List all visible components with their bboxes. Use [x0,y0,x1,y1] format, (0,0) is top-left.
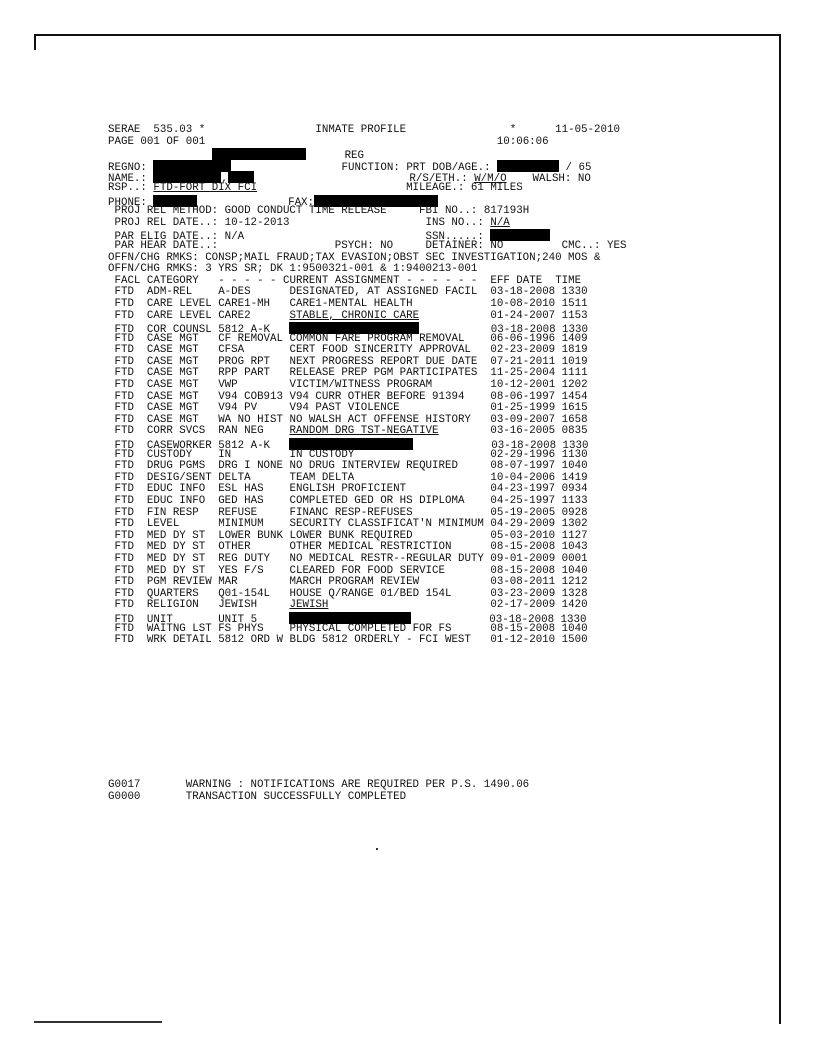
row-assignment: FINANC RESP-REFUSES [289,506,413,519]
row-category: QUARTERS [146,587,199,600]
row-code: CFSA [218,344,245,357]
row-facl: FTD [114,483,134,496]
row-assignment: LOWER BUNK REQUIRED [289,529,413,542]
footer-line-2 [108,792,529,804]
redaction [153,160,231,172]
row-category: CASE MGT [146,402,199,415]
program-code: SERAE [108,124,141,136]
row-eff-date: 03-09-2007 [490,413,556,426]
row-code: FS PHYS [218,622,264,635]
header-line-4 [108,160,626,172]
row-time: 1500 [561,634,588,647]
row-assignment: IN CUSTODY [289,448,355,461]
row-category: CARE LEVEL [146,297,212,310]
col-eff-date: EFF DATE [490,274,543,287]
row-eff-date: 02-17-2009 [490,599,556,612]
row-assignment: HOUSE Q/RANGE 01/BED 154L [289,587,452,600]
row-code: DRG I NONE [218,460,283,473]
row-eff-date: 07-21-2011 [490,355,556,368]
message-text: WARNING : NOTIFICATIONS ARE REQUIRED PER P.S. 1490.06 [185,779,530,791]
row-eff-date: 08-07-1997 [490,460,556,473]
row-facl: FTD [114,634,134,647]
row-category: COR COUNSL [146,324,212,337]
message-footer [108,780,529,803]
fbi-value: 817193H [483,205,530,218]
row-assignment: V94 CURR OTHER BEFORE 91394 [289,390,465,403]
row-eff-date: 03-16-2005 [490,425,556,438]
fax-label: FAX: [288,196,315,209]
row-category: CORR SVCS [146,425,206,438]
phone-label: PHONE: [108,196,147,209]
row-code: 5812 A-K [218,324,271,337]
row-assignment: RELEASE PREP PGM PARTICIPATES [289,367,478,380]
row-eff-date: 01-12-2010 [490,634,556,647]
row-eff-date: 08-15-2008 [490,622,556,635]
table-row [108,600,626,612]
header-line-2 [108,137,626,149]
bottom-rule [34,1021,162,1023]
row-eff-date: 01-24-2007 [490,309,556,322]
rsp-value: FTD-FORT DIX FCI [153,181,258,194]
header-star: * [509,124,517,136]
row-code: CARE1-MH [218,297,271,310]
row-assignment: RANDOM DRG TST-NEGATIVE [289,425,439,438]
row-facl: FTD [114,355,134,368]
row-eff-date: 03-23-2009 [490,587,556,600]
proj-rel-method: PROJ REL METHOD: GOOD CONDUCT TIME RELEASE [114,205,387,218]
row-code: REFUSE [218,506,258,519]
row-facl: FTD [114,576,134,589]
row-assignment: MARCH PROGRAM REVIEW [289,576,420,589]
row-category: PGM REVIEW [146,576,212,589]
row-assignment: PHYSICAL COMPLETED FOR FS [289,622,452,635]
row-assignment: NO MEDICAL RESTR--REGULAR DUTY [289,552,484,565]
ins-label: INS NO..: [425,216,484,229]
offn-remarks-2: OFFN/CHG RMKS: 3 YRS SR; DK 1:9500321-001 & 1:9400213-001 [108,263,478,276]
row-assignment: NEXT PROGRESS REPORT DUE DATE [289,355,478,368]
row-eff-date: 08-15-2008 [490,541,556,554]
col-dash-right: - - - - - - [406,274,478,287]
row-facl: FTD [114,529,134,542]
row-time: 1328 [561,587,588,600]
row-category: ADM-REL [146,286,193,299]
row-facl: FTD [114,613,134,626]
page-indicator: PAGE 001 OF 001 [108,135,206,148]
row-code: 5812 ORD W [218,634,283,647]
row-assignment: CERT FOOD SINCERITY APPROVAL [289,344,471,357]
row-code: 5812 A-K [218,440,271,453]
row-code: MAR [218,576,238,589]
profile-title: INMATE PROFILE [315,124,407,136]
table-row [108,635,626,647]
col-assignment: CURRENT ASSIGNMENT [283,274,400,287]
row-category: CASE MGT [146,332,199,345]
col-facl: FACL [114,274,141,287]
row-time: 1330 [562,440,589,453]
par-hear-date: PAR HEAR DATE..: [114,239,219,252]
row-eff-date: 03-18-2008 [491,440,557,453]
row-assignment: V94 PAST VIOLENCE [289,402,400,415]
row-eff-date: 11-25-2004 [490,367,556,380]
row-facl: FTD [114,552,134,565]
row-facl: FTD [114,518,134,531]
row-category: DESIG/SENT [146,471,212,484]
row-facl: FTD [114,460,134,473]
row-category: MED DY ST [146,552,206,565]
row-time: 1330 [562,324,588,337]
row-time: 0928 [561,506,588,519]
message-code: G0000 [108,790,141,803]
row-time: 1202 [561,379,588,392]
row-time: 1130 [561,448,588,461]
row-facl: FTD [114,564,134,577]
row-eff-date: 10-04-2006 [490,471,556,484]
fbi-label: FBI NO..: [419,205,478,218]
stray-dot [376,848,378,850]
row-eff-date: 08-06-1997 [490,390,556,403]
message-code: G0017 [108,779,141,791]
row-category: EDUC INFO [146,495,206,507]
age-value: / 65 [565,161,592,174]
row-facl: FTD [114,587,134,600]
message-text: TRANSACTION SUCCESSFULLY COMPLETED [185,790,407,803]
row-time: 1040 [561,460,588,473]
row-code: OTHER [218,541,251,554]
row-category: DRUG PGMS [146,460,206,473]
row-facl: FTD [114,367,134,380]
row-facl: FTD [114,332,134,345]
row-facl: FTD [114,495,134,507]
row-facl: FTD [114,324,134,337]
regno-label: REGNO: [108,161,147,174]
row-assignment: JEWISH [289,599,329,612]
row-time: 1019 [561,355,588,368]
offn-remarks-1: OFFN/CHG RMKS: CONSP;MAIL FRAUD;TAX EVASION;OBST SEC INVESTIGATION;240 MOS & [108,251,601,264]
row-category: MED DY ST [146,529,206,542]
row-time: 0835 [561,425,588,438]
row-time: 1133 [561,495,588,507]
row-code: DELTA [218,471,251,484]
proj-rel-date: PROJ REL DATE..: 10-12-2013 [114,216,290,229]
row-eff-date: 10-08-2010 [490,297,556,310]
page-border-top [34,34,780,36]
row-code: GED HAS [218,495,264,507]
name-comma: , [221,173,228,186]
row-eff-date: 02-29-1996 [490,448,556,461]
row-code: UNIT 5 [218,613,258,626]
col-dash-left: - - - - - [218,274,277,287]
row-time: 1454 [561,390,588,403]
row-category: WAITNG LST [146,622,212,635]
row-assignment: NO DRUG INTERVIEW REQUIRED [289,460,458,473]
rsp-label: RSP..: [108,181,147,194]
redaction [497,160,559,172]
header-line-6 [108,183,626,195]
row-category: CUSTODY [146,448,193,461]
row-code: YES F/S [218,564,264,577]
row-assignment: CLEARED FOR FOOD SERVICE [289,564,445,577]
row-category: CASEWORKER [146,440,212,453]
row-eff-date: 02-23-2009 [490,344,556,357]
row-facl: FTD [114,297,134,310]
page-border-left [34,34,36,50]
row-code: MINIMUM [218,518,264,531]
ssn-label: SSN.....: [425,231,484,244]
row-time: 1111 [561,367,588,380]
row-category: CARE LEVEL [146,309,212,322]
row-eff-date: 09-01-2009 [490,552,556,565]
row-facl: FTD [114,471,134,484]
row-assignment: COMMON FARE PROGRAM REMOVAL [289,332,465,345]
row-category: FIN RESP [146,506,199,519]
col-category: CATEGORY [146,274,199,287]
cmc-value: CMC..: YES [561,239,627,252]
row-time: 1658 [561,413,588,426]
row-code: VWP [218,379,238,392]
row-category: LEVEL [146,518,180,531]
row-eff-date: 03-18-2008 [490,324,556,337]
row-eff-date: 05-19-2005 [490,506,556,519]
table-row [108,311,626,323]
row-assignment: SECURITY CLASSIFICAT'N MINIMUM [289,518,484,531]
row-eff-date: 06-06-1996 [490,332,556,345]
row-eff-date: 03-18-2008 [489,613,555,626]
row-eff-date: 03-18-2008 [490,286,556,299]
row-time: 1615 [561,402,588,415]
row-code: V94 PV [218,402,258,415]
row-code: IN [218,448,232,461]
row-facl: FTD [114,379,134,392]
row-category: CASE MGT [146,355,199,368]
row-code: CF REMOVAL [218,332,283,345]
row-time: 1819 [561,344,588,357]
row-time: 1511 [561,297,588,310]
row-assignment: VICTIM/WITNESS PROGRAM [289,379,433,392]
row-category: MED DY ST [146,564,206,577]
ins-value: N/A [490,216,510,229]
row-time: 1419 [561,471,588,484]
mileage-value: 61 MILES [470,181,523,194]
row-time: 1330 [560,613,587,626]
row-time: 1330 [561,286,588,299]
page-border-right [779,34,781,1024]
row-facl: FTD [114,402,134,415]
row-facl: FTD [114,599,134,612]
mileage-label: MILEAGE.: [406,181,465,194]
row-category: UNIT [146,613,173,626]
function-label: FUNCTION: PRT [341,161,426,174]
row-assignment: CARE1-MENTAL HEALTH [289,297,413,310]
row-category: MED DY ST [146,541,206,554]
report-time: 10:06:06 [496,135,549,148]
row-facl: FTD [114,541,134,554]
assignment-table [108,287,626,646]
row-code: PROG RPT [218,355,271,368]
row-code: JEWISH [218,599,258,612]
row-time: 1212 [561,576,588,589]
rseth-value: W/M/O [474,173,507,186]
row-time: 1127 [561,529,588,542]
psych-value: PSYCH: NO [334,239,394,252]
row-eff-date: 08-15-2008 [490,564,556,577]
reg-label: REG [344,150,365,163]
rseth-label: R/S/ETH.: [409,173,468,186]
row-time: 1040 [561,622,588,635]
name-label: NAME.: [108,173,147,186]
row-eff-date: 04-23-1997 [490,483,556,496]
row-category: RELIGION [146,599,199,612]
row-category: CASE MGT [146,344,199,357]
row-eff-date: 04-25-1997 [490,495,556,507]
redaction [212,148,306,160]
row-eff-date: 04-29-2009 [490,518,556,531]
row-facl: FTD [114,622,134,635]
report-date: 11-05-2010 [555,124,620,136]
row-assignment: STABLE, CHRONIC CARE [289,309,420,322]
row-category: CASE MGT [146,379,199,392]
row-eff-date: 05-03-2010 [490,529,556,542]
row-code: ESL HAS [218,483,264,496]
row-time: 1043 [561,541,588,554]
row-code: CARE2 [218,309,251,322]
row-code: A-DES [218,286,251,299]
row-code: RPP PART [218,367,271,380]
row-assignment: ENGLISH PROFICIENT [289,483,407,496]
row-category: CASE MGT [146,413,199,426]
row-facl: FTD [114,506,134,519]
row-assignment: COMPLETED GED OR HS DIPLOMA [289,495,465,507]
row-facl: FTD [114,286,134,299]
row-category: WRK DETAIL [146,634,212,647]
row-facl: FTD [114,309,134,322]
row-eff-date: 10-12-2001 [490,379,556,392]
row-time: 1420 [561,599,588,612]
inmate-profile-screen [108,125,626,647]
row-facl: FTD [114,425,134,438]
row-code: V94 COB913 [218,390,283,403]
row-code: RAN NEG [218,425,264,438]
row-facl: FTD [114,390,134,403]
row-time: 1153 [561,309,588,322]
row-time: 1040 [561,564,588,577]
row-assignment: OTHER MEDICAL RESTRICTION [289,541,452,554]
row-category: CASE MGT [146,367,199,380]
row-time: 1409 [561,332,588,345]
detainer-value: NO [490,239,504,252]
row-code: REG DUTY [218,552,271,565]
row-assignment: BLDG 5812 ORDERLY - FCI WEST [289,634,471,647]
dob-label: DOB/AGE.: [432,161,491,174]
detainer-label: DETAINER: [425,239,484,252]
row-assignment: DESIGNATED, AT ASSIGNED FACIL [289,286,478,299]
row-facl: FTD [114,448,134,461]
table-row [108,426,626,438]
row-code: LOWER BUNK [218,529,283,542]
row-eff-date: 03-08-2011 [490,576,556,589]
row-time: 0934 [561,483,588,496]
col-time: TIME [555,274,582,287]
walsh-value: WALSH: NO [532,173,591,186]
row-eff-date: 01-25-1999 [490,402,556,415]
header-line-3 [108,148,626,163]
row-facl: FTD [114,344,134,357]
row-time: 1302 [561,518,588,531]
row-assignment: TEAM DELTA [289,471,355,484]
row-category: CASE MGT [146,390,199,403]
row-code: Q01-154L [218,587,271,600]
row-assignment: NO WALSH ACT OFFENSE HISTORY [289,413,471,426]
row-facl: FTD [114,413,134,426]
par-elig-date: PAR ELIG DATE..: N/A [114,231,245,244]
row-category: EDUC INFO [146,483,206,496]
row-facl: FTD [114,440,134,453]
program-version: 535.03 * [153,124,206,136]
row-time: 0001 [561,552,588,565]
header-line-9 [108,218,626,230]
row-code: WA NO HIST [218,413,283,426]
header-line-11 [108,241,626,253]
